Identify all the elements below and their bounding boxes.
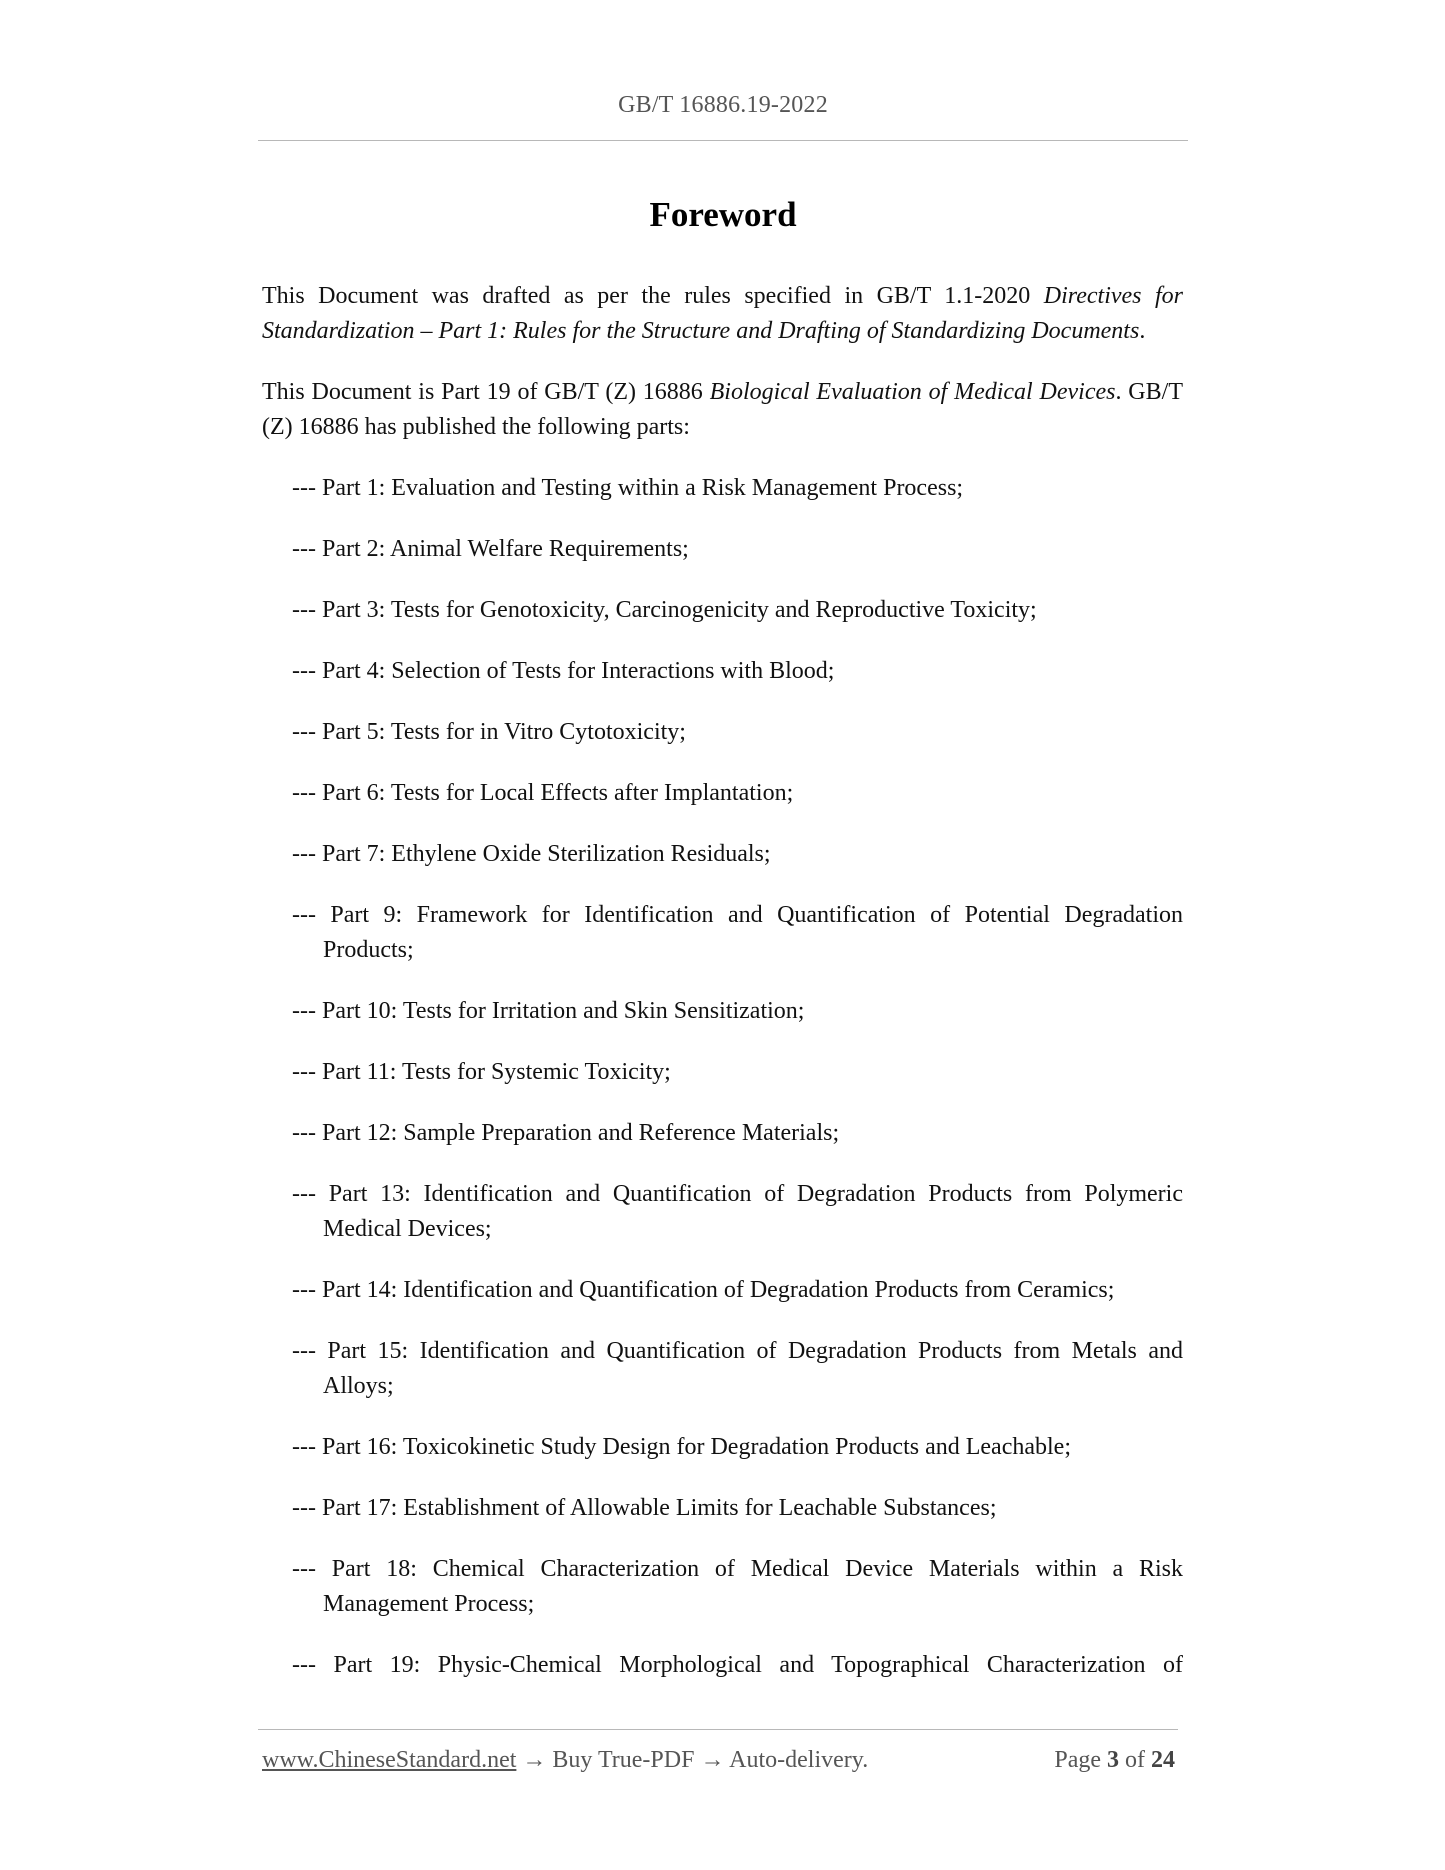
list-item: --- Part 2: Animal Welfare Requirements; [292, 536, 689, 562]
header-divider [258, 140, 1188, 141]
list-item: --- Part 6: Tests for Local Effects after Implantation; [292, 780, 794, 806]
page-title: Foreword [649, 195, 797, 234]
list-item: --- Part 7: Ethylene Oxide Sterilization Residuals; [292, 841, 771, 867]
list-item: --- Part 17: Establishment of Allowable Limits for Leachable Substances; [292, 1495, 997, 1521]
list-item: --- Part 12: Sample Preparation and Reference Materials; [292, 1120, 840, 1146]
list-item: --- Part 4: Selection of Tests for Interactions with Blood; [292, 658, 835, 684]
auto-delivery-text: Auto-delivery. [729, 1747, 869, 1773]
total-pages: 24 [1151, 1747, 1175, 1773]
paragraph-drafting-rules: This Document was drafted as per the rules specified in GB/T 1.1-2020 Directives for Standardization – Part 1: Rules for the Structure and Drafting of Standardizing Documents. [262, 283, 1183, 344]
list-item: --- Part 11: Tests for Systemic Toxicity; [292, 1059, 671, 1085]
list-item: --- Part 14: Identification and Quantification of Degradation Products from Ceramics; [292, 1277, 1115, 1303]
list-item: --- Part 13: Identification and Quantification of Degradation Products from Polymeric Medical Devices; [292, 1181, 1183, 1242]
list-item: --- Part 15: Identification and Quantification of Degradation Products from Metals and Alloys; [292, 1338, 1183, 1399]
page-number [1054, 1747, 1175, 1774]
page-label: Page [1054, 1747, 1101, 1773]
footer-promo [262, 1747, 868, 1774]
document-body [262, 279, 1183, 1709]
paragraph-part-intro: This Document is Part 19 of GB/T (Z) 16886 Biological Evaluation of Medical Devices. GB/T (Z) 16886 has published the following parts: [262, 379, 1183, 440]
arrow-right-icon: → [522, 1747, 547, 1773]
buy-pdf-text: Buy True-PDF [552, 1747, 695, 1773]
published-parts-list [262, 471, 1183, 1683]
drafting-directive-title: Directives for Standardization – Part 1: Rules for the Structure and Drafting of Standardizing Documents [262, 283, 1183, 344]
list-item: --- Part 18: Chemical Characterization of Medical Device Materials within a Risk Management Process; [292, 1556, 1183, 1617]
list-item: --- Part 5: Tests for in Vitro Cytotoxicity; [292, 719, 686, 745]
list-item: --- Part 19: Physic-Chemical Morphological and Topographical Characterization of [292, 1652, 1183, 1678]
footer-divider [258, 1729, 1178, 1730]
list-item: --- Part 9: Framework for Identification and Quantification of Potential Degradation Products; [292, 902, 1183, 963]
list-item: --- Part 16: Toxicokinetic Study Design for Degradation Products and Leachable; [292, 1434, 1072, 1460]
list-item: --- Part 10: Tests for Irritation and Skin Sensitization; [292, 998, 805, 1024]
list-item: --- Part 1: Evaluation and Testing within a Risk Management Process; [292, 475, 964, 501]
list-item: --- Part 3: Tests for Genotoxicity, Carcinogenicity and Reproductive Toxicity; [292, 597, 1037, 623]
site-link[interactable]: www.ChineseStandard.net [262, 1747, 517, 1773]
arrow-right-icon: → [700, 1747, 725, 1773]
current-page: 3 [1107, 1747, 1119, 1773]
page-header-standard-id: GB/T 16886.19-2022 [618, 92, 828, 118]
series-title: Biological Evaluation of Medical Devices [709, 379, 1116, 405]
of-label: of [1125, 1747, 1145, 1773]
